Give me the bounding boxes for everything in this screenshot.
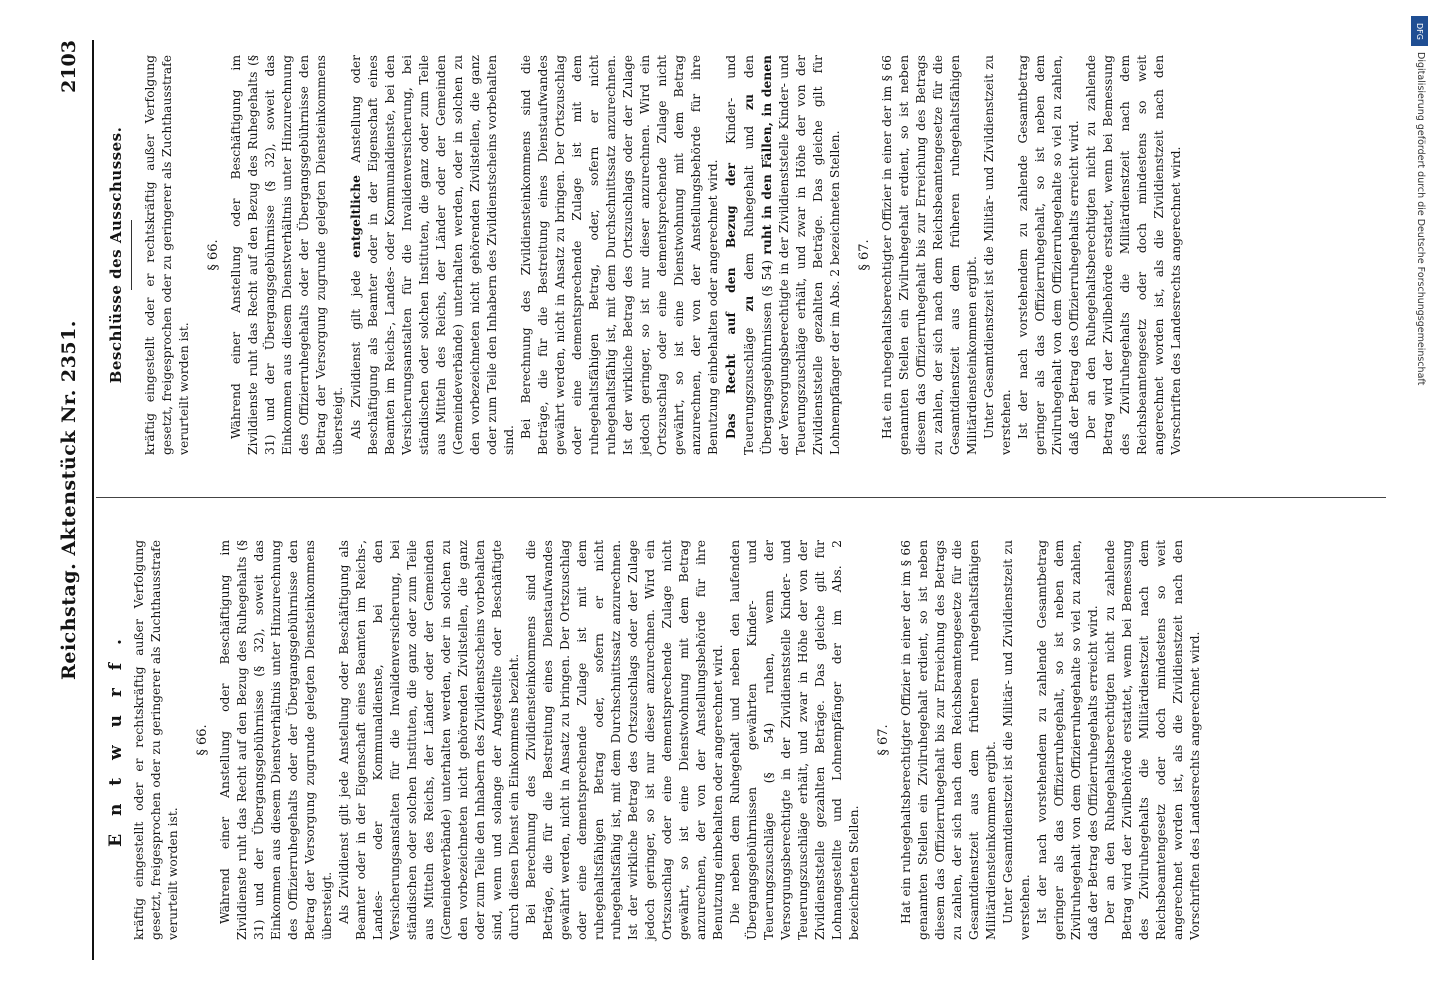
s67-paragraph-2: Unter Gesamtdienstzeit ist die Militär- und Zivildienstzeit zu verstehen. xyxy=(1001,540,1032,940)
s66-p4-text-c: den Übergangsgebührnissen (§ 54) xyxy=(742,55,774,455)
column-separator xyxy=(96,497,1386,498)
s66-paragraph-1: Während einer Anstellung oder Beschäftigung im Zivildienste ruht das Recht auf den Bezug des Ruhegehalts (§ 31) und der Übergangsgebührnisse (§ 32), soweit das Einkommen aus diesem Dienstverhältnis unter Hinzurechnung des Offizierruhegehalts oder der Übergangsgebührnisse den Betrag der Versorgung zugrunde gelegten Diensteinkommens übersteigt. xyxy=(218,540,334,940)
s67-paragraph-4: Der an den Ruhegehaltsberechtigten nicht zu zahlende Betrag wird der Zivilbehörde erstattet, wenn bei Bemessung des Zivilruhegehalts die Militärdienstzeit nach dem Reichsbeamtengesetz oder doch mindestens so weit angerechnet worden ist, als die Zivildienstzeit nach den Vorschriften des Landesrechts angerechnet wird. xyxy=(1084,55,1183,455)
dfg-logo xyxy=(1411,16,1428,46)
section-67-heading: § 67. xyxy=(876,724,891,756)
s66-p2-start: Als Zivildienst gilt jede xyxy=(349,270,363,439)
s66-p4-text-a: Kinder- und Teuerungszuschläge xyxy=(724,54,756,455)
s66-p4-emphasis-3: zu xyxy=(741,94,756,110)
s67-paragraph-1: Hat ein ruhegehaltsberechtigter Offizier in einer der im § 66 genannten Stellen ein Zivilruhegehalt erdient, so ist neben diesem das Offizierruhegehalt bis zur Erreichung des Betrags zu zahlen, der sich nach dem Reichsbeamtengesetze für die Gesamtdienstzeit aus dem früheren ruhegehaltsfähigen Militärdiensteinkommen ergibt. xyxy=(899,540,998,940)
s67-paragraph-2: Unter Gesamtdienstzeit ist die Militär- und Zivildienstzeit zu verstehen. xyxy=(982,55,1013,455)
digitization-credit xyxy=(1410,8,1432,992)
s66-paragraph-4: Die neben dem Ruhegehalt und neben den laufenden Übergangsgebührnissen gewährten Kinder- und Teuerungszuschläge (§ 54) ruhen, wenn der Versorgungsberechtigte in der Zivildienststelle Kinder- und Teuerungszuschläge erhält, und zwar in Höhe der von der Zivildienststelle gezahlten Beträge. Das gleiche gilt für Lohnangestellte und Lohnempfänger der im Abs. 2 bezeichneten Stellen. xyxy=(728,540,861,940)
title-underline xyxy=(131,220,132,290)
s66-p4-emphasis-2: zu xyxy=(741,295,756,312)
page-number: 2103 xyxy=(58,40,80,93)
s66-paragraph-1: Während einer Anstellung oder Beschäftigung im Zivildienste ruht das Recht auf den Bezug des Ruhegehalts (§ 31) und der Übergangsgebührnisse (§ 32), soweit das Einkommen aus diesem Dienstverhältnis unter Hinzurechnung des Offizierruhegehalts oder der Übergangsgebührnisse den Betrag der Versorgung zugrunde gelegten Diensteinkommens übersteigt. xyxy=(229,55,345,455)
s66-paragraph-2 xyxy=(347,55,518,455)
column-beschluesse xyxy=(100,55,1185,455)
s66-paragraph-2: Als Zivildienst gilt jede Anstellung oder Beschäftigung als Beamter oder in der Eigenschaft eines Beamten im Reichs-, Landes- oder Kommunaldienste, bei den Versicherungsanstalten für die Invalidenversicherung, bei ständischen oder solchen Instituten, die ganz oder zum Teile aus Mitteln des Reichs, der Länder oder der Gemeinden (Gemeindeverbände) unterhalten werden, oder in solchen zu den vorbezeichneten nicht gehörenden Zivilstellen, die ganz oder zum Teile den Inhabern des Zivildienstscheins vorbehalten sind, wenn und solange der Angestellte oder Beschäftigte durch diesen Dienst ein Einkommens bezieht. xyxy=(337,540,521,940)
s66-p4-emphasis-1: Das Recht auf den Bezug der xyxy=(723,163,738,439)
intro-text: kräftig eingestellt oder er rechtskräftig außer Verfolgung gesetzt, freigesprochen oder zu geringerer als Zuchthausstrafe verurteilt worden ist. xyxy=(132,540,180,940)
page-header-title: Reichstag. Aktenstück Nr. 2351. xyxy=(58,320,80,680)
section-66-heading: § 66. xyxy=(206,239,221,271)
column-title-entwurf: E n t w u r f . xyxy=(106,633,126,847)
s67-paragraph-1: Hat ein ruhegehaltsberechtigter Offizier in einer der im § 66 genannten Stellen ein Zivilruhegehalt erdient, so ist neben diesem das Offizierruhegehalt bis zur Erreichung des Betrags zu zahlen, der sich nach dem Reichsbeamtengesetze für die Gesamtdienstzeit aus dem früheren ruhegehaltsfähigen Militärdiensteinkommen ergibt. xyxy=(880,55,979,455)
dfg-logo-text: DFG xyxy=(1415,22,1424,40)
section-66-heading: § 66. xyxy=(195,724,210,756)
s67-paragraph-3: Ist der nach vorstehendem zu zahlende Gesamtbetrag geringer als das Offizierruhegehalt, so ist neben dem Zivilruhegehalt von dem Offizierruhegehalte so viel zu zahlen, daß der Betrag des Offizierruhegehalts erreicht wird. xyxy=(1016,55,1081,455)
s66-paragraph-4 xyxy=(722,55,844,455)
s66-p4-text-b: dem Ruhegehalt und xyxy=(742,125,756,280)
column-entwurf xyxy=(100,540,1204,940)
s66-p4-text-d: der Versorgungsberechtigte in der Zivildienststelle Kinder- und Teuerungszuschläge erhält, und zwar in Höhe der von der Zivildienststelle gezahlten Beträge. Das gleiche gilt für Lohnempfänger der im Abs. 2 bezeichneten Stellen. xyxy=(777,55,842,455)
s66-p4-emphasis-4: ruht in den Fällen, in denen xyxy=(759,55,774,255)
column-title-beschluesse: Beschlüsse des Ausschusses. xyxy=(107,126,125,384)
s67-paragraph-4: Der an den Ruhegehaltsberechtigten nicht zu zahlende Betrag wird der Zivilbehörde erstattet, wenn bei Bemessung des Zivilruhegehalts die Militärdienstzeit nach dem Reichsbeamtengesetz oder doch mindestens so weit angerechnet worden ist, als die Zivildienstzeit nach den Vorschriften des Landesrechts angerechnet wird. xyxy=(1103,540,1202,940)
intro-text: kräftig eingestellt oder er rechtskräftig außer Verfolgung gesetzt, freigesprochen oder zu geringerer als Zuchthausstrafe verurteilt worden ist. xyxy=(143,55,191,455)
section-67-heading: § 67. xyxy=(857,239,872,271)
s66-p2-emphasis: entgeltliche xyxy=(348,175,363,258)
s66-paragraph-3: Bei Berechnung des Zivildiensteinkommens sind die Beträge, die für die Bestreitung eines Dienstaufwandes gewährt werden, nicht in Ansatz zu bringen. Der Ortszuschlag oder eine dementsprechende Zulage ist mit dem ruhegehaltsfähigen Betrag, oder, sofern er nicht ruhegehaltsfähig ist, mit dem Durchschnittssatz anzurechnen. Ist der wirkliche Betrag des Ortszuschlags oder der Zulage jedoch geringer, so ist nur dieser anzurechnen. Wird ein Ortszuschlag oder eine dementsprechende Zulage nicht gewährt, so ist eine Dienstwohnung mit dem Betrag anzurechnen, der von der Anstellungsbehörde für ihre Benutzung einbehalten oder angerechnet wird. xyxy=(519,55,720,455)
s67-paragraph-3: Ist der nach vorstehendem zu zahlende Gesamtbetrag geringer als das Offizierruhegehalt, so ist neben dem Zivilruhegehalt von dem Offizierruhegehalte so viel zu zahlen, daß der Betrag des Offizierruhegehalts erreicht wird. xyxy=(1035,540,1100,940)
credit-text: Digitalisierung gefördert durch die Deutsche Forschungsgemeinschaft xyxy=(1415,52,1426,386)
s66-p2-rest: Anstellung oder Beschäftigung als Beamter oder in der Eigenschaft eines Beamten im Reichs-, Landes- oder Kommunaldienste, bei den Versicherungsanstalten für die Invalidenversicherung, bei ständischen oder solchen Instituten, die ganz oder zum Teile aus Mitteln des Reichs, der Länder oder der Gemeinden (Gemeindeverbände) unterhalten werden, oder in solchen zu den vorbezeichneten nicht gehörenden Zivilstellen, die ganz oder zum Teile den Inhabern des Zivildienstscheins vorbehalten sind. xyxy=(349,55,516,455)
s66-paragraph-3: Bei Berechnung des Zivildiensteinkommens sind die Beträge, die für die Bestreitung eines Dienstaufwandes gewährt werden, nicht in Ansatz zu bringen. Der Ortszuschlag oder eine dementsprechende Zulage ist mit dem ruhegehaltsfähigen Betrag oder, sofern er nicht ruhegehaltsfähig ist, mit dem Durchschnittssatz anzurechnen. Ist der wirkliche Betrag des Ortszuschlags oder der Zulage jedoch geringer, so ist nur dieser anzurechnen. Wird ein Ortszuschlag oder eine dementsprechende Zulage nicht gewährt, so ist eine Dienstwohnung mit dem Betrag anzurechnen, der von der Anstellungsbehörde für ihre Benutzung einbehalten oder angerechnet wird. xyxy=(524,540,725,940)
header-rule xyxy=(92,40,94,960)
